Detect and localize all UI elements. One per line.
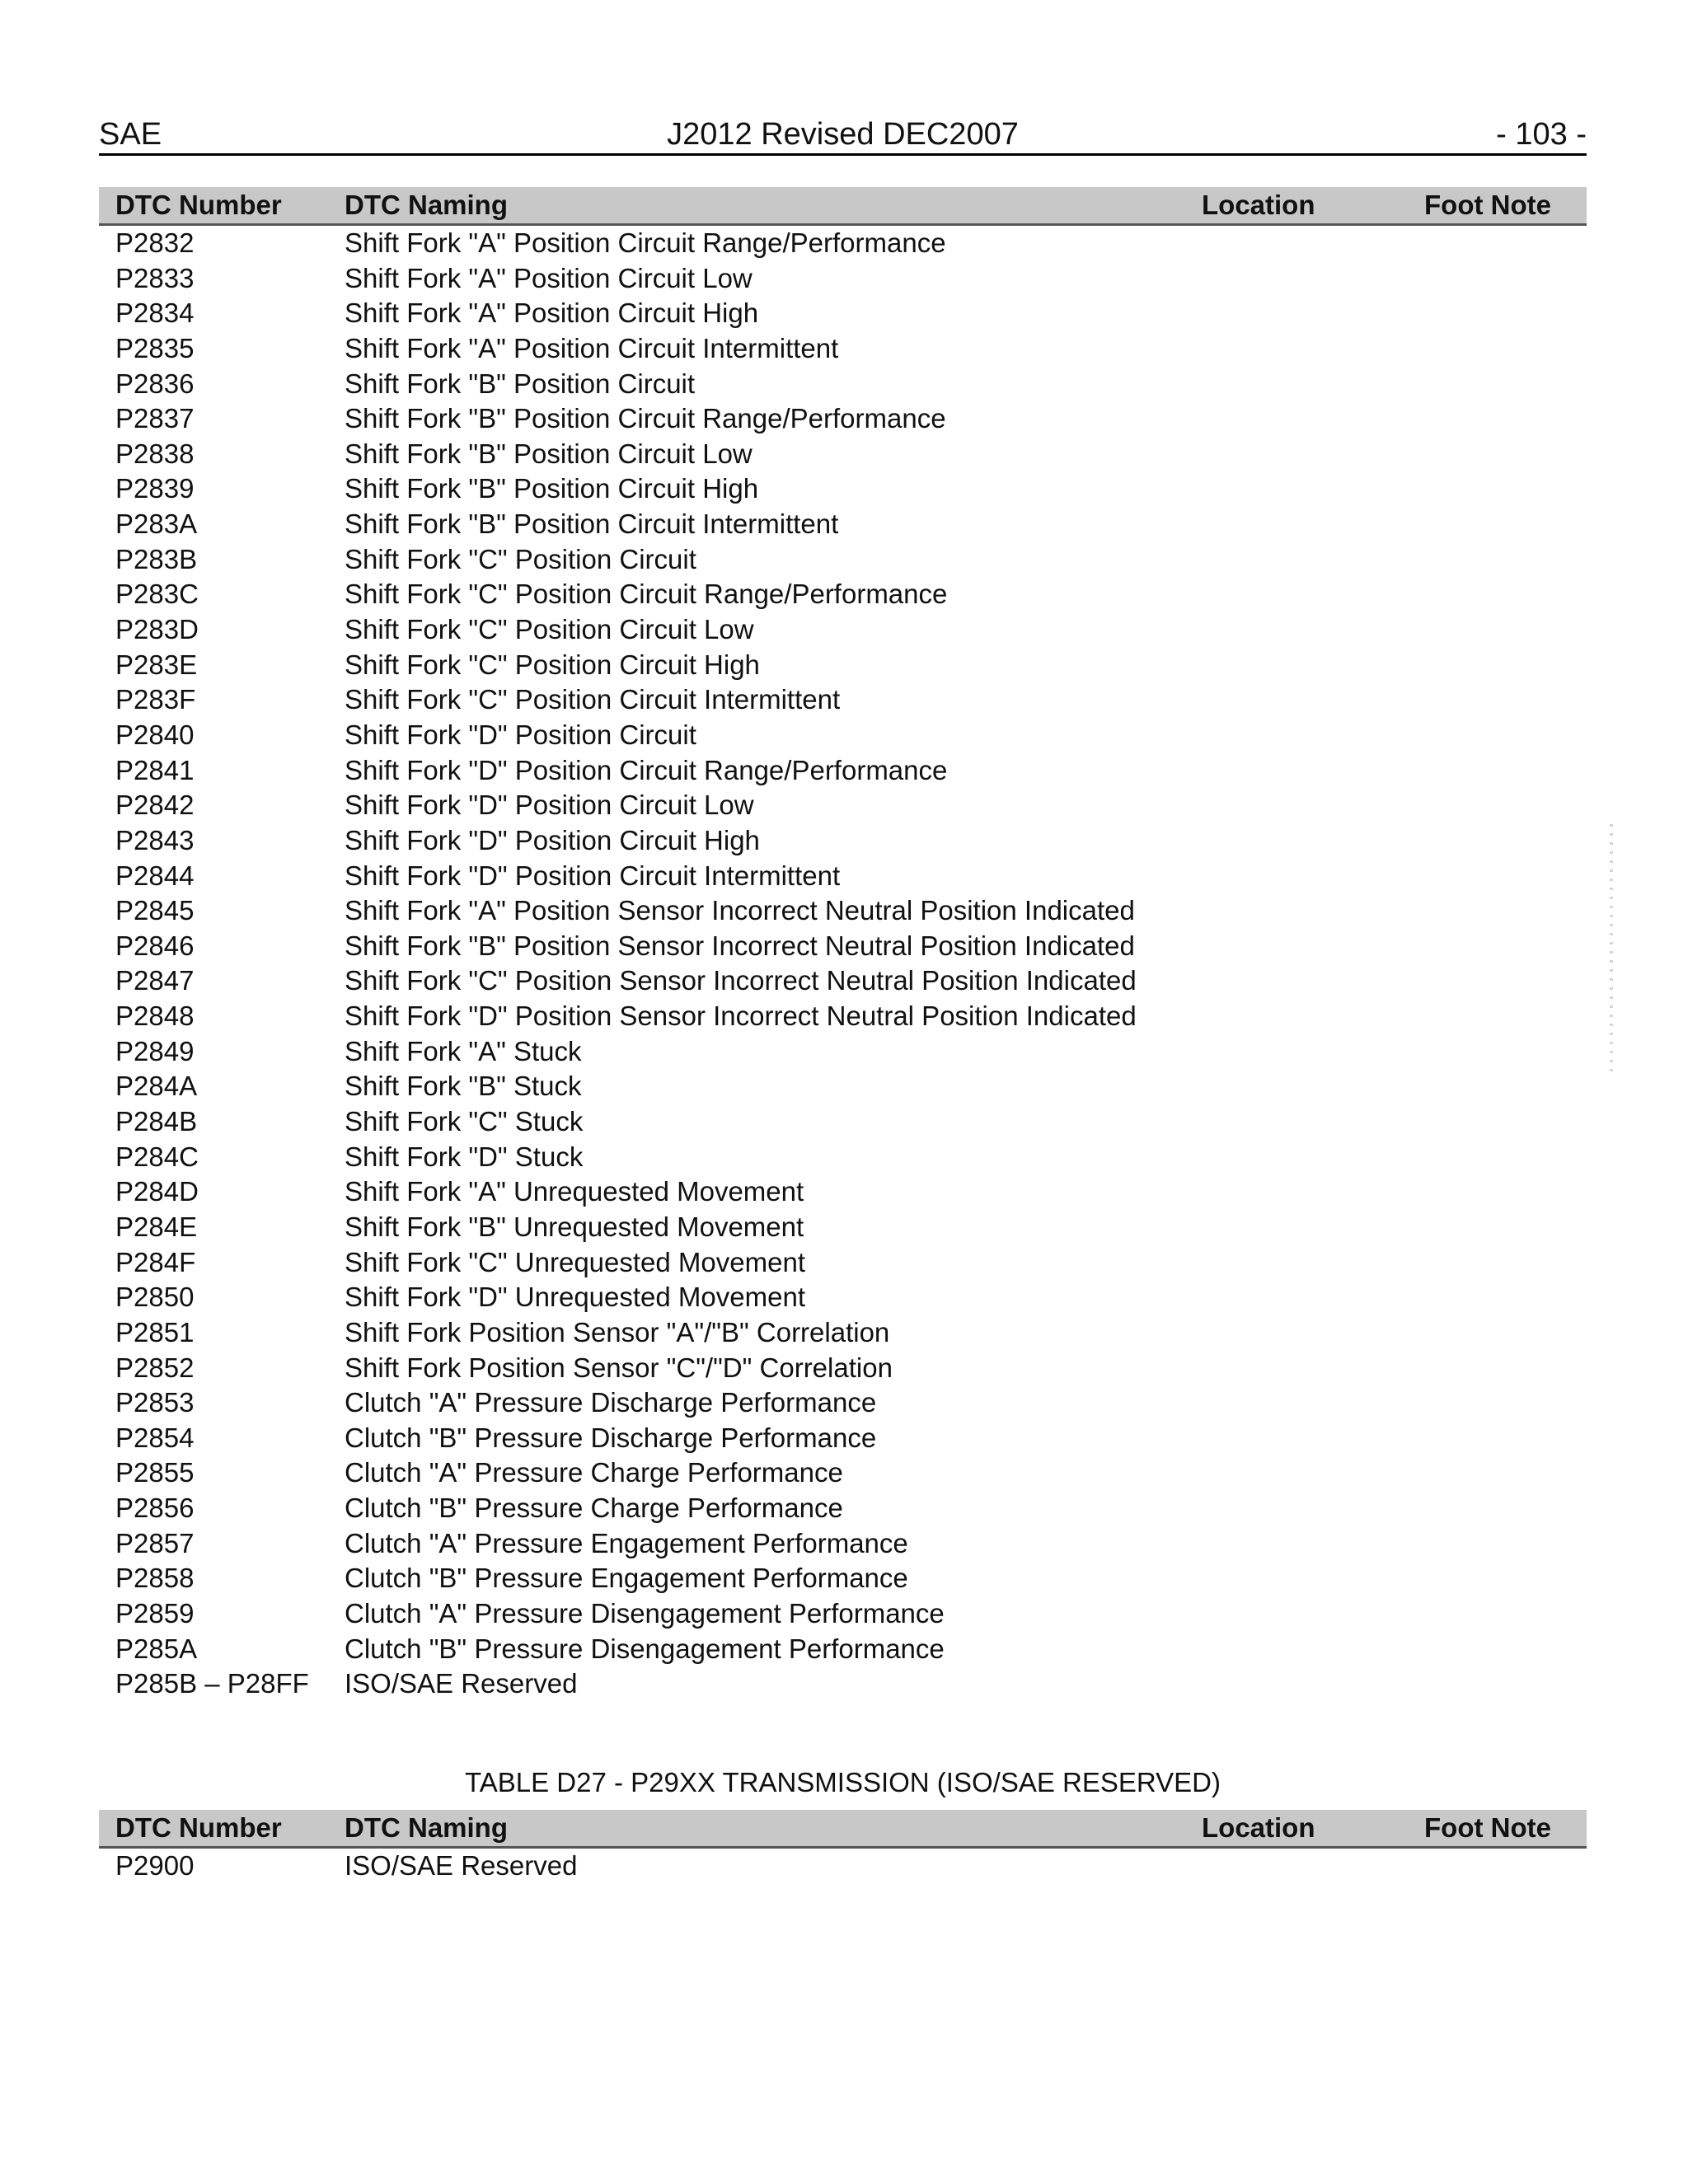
dtc-name: Shift Fork "D" Position Sensor Incorrect Neutral Position Indicated (345, 1001, 1137, 1032)
dtc-name: Shift Fork "A" Position Sensor Incorrect Neutral Position Indicated (345, 895, 1135, 926)
dtc-name: Clutch "A" Pressure Discharge Performance (345, 1387, 877, 1418)
dtc-name: Clutch "A" Pressure Disengagement Performance (345, 1597, 945, 1629)
dtc-code: P2846 (115, 930, 195, 961)
dtc-name: Shift Fork "B" Position Circuit High (345, 473, 759, 504)
table-row (99, 507, 1587, 542)
dtc-code: P283A (115, 509, 198, 540)
dtc-code: P283D (115, 614, 199, 645)
table-row (99, 1421, 1587, 1456)
dtc-code: P283B (115, 543, 198, 574)
table-row (99, 1174, 1587, 1210)
dtc-name: Shift Fork "D" Position Circuit (345, 719, 696, 750)
dtc-code: P2857 (115, 1527, 195, 1558)
table-row (99, 788, 1587, 823)
column-header-foot-note: Foot Note (1424, 190, 1551, 220)
table-row (99, 753, 1587, 789)
dtc-name: Shift Fork "C" Position Circuit Intermittent (345, 684, 841, 715)
column-header-foot-note: Foot Note (1424, 1812, 1551, 1843)
table-row (99, 1455, 1587, 1491)
dtc-code: P2837 (115, 403, 195, 434)
table-row (99, 1069, 1587, 1104)
dtc-code: P2848 (115, 1001, 195, 1032)
table-row (99, 296, 1587, 331)
table-row (99, 823, 1587, 859)
dtc-code: P2833 (115, 262, 195, 293)
dtc-code: P284B (115, 1106, 198, 1137)
table-row (99, 1561, 1587, 1596)
dtc-code: P2841 (115, 754, 195, 785)
dtc-name: Shift Fork "D" Position Circuit Low (345, 790, 754, 821)
header-org: SAE (99, 117, 162, 152)
dtc-name: Shift Fork "B" Position Circuit Intermittent (345, 509, 839, 540)
dtc-code: P284C (115, 1141, 199, 1172)
dtc-name: Shift Fork "B" Stuck (345, 1071, 582, 1102)
dtc-code: P2900 (115, 1850, 195, 1881)
table-row (99, 1666, 1587, 1702)
dtc-name: Shift Fork "B" Position Circuit Low (345, 438, 753, 469)
dtc-code: P2858 (115, 1563, 195, 1594)
column-header-dtc-naming: DTC Naming (345, 190, 508, 220)
dtc-name: Shift Fork "D" Position Circuit High (345, 824, 760, 855)
table-row (99, 1385, 1587, 1421)
dtc-name: Shift Fork "A" Unrequested Movement (345, 1176, 804, 1207)
dtc-name: Clutch "A" Pressure Charge Performance (345, 1457, 843, 1488)
dtc-code: P2834 (115, 298, 195, 329)
dtc-name: Shift Fork "B" Position Sensor Incorrect Neutral Position Indicated (345, 930, 1135, 961)
dtc-code: P2844 (115, 860, 195, 891)
table-row (99, 1351, 1587, 1386)
dtc-code: P284E (115, 1211, 198, 1242)
table-row (99, 437, 1587, 472)
table-row (99, 261, 1587, 297)
dtc-code: P2836 (115, 368, 195, 399)
dtc-code: P2835 (115, 332, 195, 363)
dtc-code: P284F (115, 1246, 196, 1277)
table-row (99, 1526, 1587, 1562)
dtc-code: P2832 (115, 227, 195, 258)
dtc-code: P2854 (115, 1422, 195, 1453)
dtc-name: Shift Fork "B" Unrequested Movement (345, 1211, 804, 1242)
table-row (99, 893, 1587, 929)
table-row (99, 1104, 1587, 1140)
table-caption: TABLE D27 - P29XX TRANSMISSION (ISO/SAE RESERVED) (465, 1767, 1221, 1797)
dtc-code: P2850 (115, 1282, 195, 1313)
dtc-name: Shift Fork "D" Position Circuit Intermittent (345, 860, 841, 891)
dtc-code: P2839 (115, 473, 195, 504)
dtc-name: Shift Fork "A" Position Circuit Range/Performance (345, 227, 946, 258)
dtc-name: Shift Fork "C" Position Sensor Incorrect Neutral Position Indicated (345, 965, 1137, 996)
table-row (99, 226, 1587, 261)
dtc-code: P285B – P28FF (115, 1668, 309, 1699)
dtc-name: Shift Fork "B" Position Circuit Range/Performance (345, 403, 946, 434)
table-row (99, 1210, 1587, 1245)
table-header (99, 1810, 1587, 1849)
dtc-code: P2842 (115, 790, 195, 821)
dtc-name: Shift Fork "C" Position Circuit Low (345, 614, 754, 645)
dtc-table-p28xx (99, 187, 1587, 1702)
table-row (99, 1245, 1587, 1281)
dtc-name: Shift Fork Position Sensor "C"/"D" Correlation (345, 1352, 893, 1383)
table-row (99, 1491, 1587, 1526)
dtc-code: P2849 (115, 1035, 195, 1066)
table-row (99, 859, 1587, 894)
dtc-name: Shift Fork "C" Position Circuit High (345, 649, 760, 680)
column-header-location: Location (1202, 1812, 1315, 1843)
table-row (99, 929, 1587, 964)
dtc-name: Shift Fork "A" Stuck (345, 1035, 582, 1066)
dtc-name: Shift Fork "D" Stuck (345, 1141, 584, 1172)
dtc-code: P284D (115, 1176, 199, 1207)
dtc-table-p29xx (99, 1810, 1587, 1884)
dtc-name: Shift Fork "C" Unrequested Movement (345, 1246, 805, 1277)
dtc-code: P2852 (115, 1352, 195, 1383)
dtc-code: P2853 (115, 1387, 195, 1418)
dtc-code: P2838 (115, 438, 195, 469)
header-page-number: - 103 - (1496, 117, 1587, 152)
table-row (99, 1034, 1587, 1070)
table-row (99, 367, 1587, 402)
table-row (99, 718, 1587, 753)
dtc-name: Shift Fork "A" Position Circuit Low (345, 262, 753, 293)
dtc-name: Shift Fork "D" Position Circuit Range/Performance (345, 754, 948, 785)
dtc-name: Shift Fork "C" Position Circuit (345, 543, 696, 574)
table-row (99, 331, 1587, 367)
page-header (99, 115, 1587, 156)
table-row (99, 577, 1587, 612)
column-header-dtc-number: DTC Number (115, 190, 282, 220)
table-body (99, 226, 1587, 1702)
dtc-name: Clutch "A" Pressure Engagement Performance (345, 1527, 908, 1558)
table-row (99, 1849, 1587, 1884)
header-document-id: J2012 Revised DEC2007 (667, 117, 1019, 152)
dtc-code: P284A (115, 1071, 198, 1102)
table-row (99, 612, 1587, 648)
dtc-code: P283E (115, 649, 198, 680)
dtc-name: Clutch "B" Pressure Disengagement Performance (345, 1633, 945, 1664)
dtc-name: Shift Fork Position Sensor "A"/"B" Correlation (345, 1316, 890, 1347)
table-header (99, 187, 1587, 226)
dtc-code: P2851 (115, 1316, 195, 1347)
dtc-name: Clutch "B" Pressure Discharge Performance (345, 1422, 877, 1453)
table-body (99, 1849, 1587, 1884)
table-row (99, 1140, 1587, 1175)
table-row (99, 963, 1587, 999)
dtc-code: P2843 (115, 824, 195, 855)
dtc-name: Shift Fork "D" Unrequested Movement (345, 1282, 805, 1313)
dtc-name: ISO/SAE Reserved (345, 1668, 578, 1699)
dtc-code: P2855 (115, 1457, 195, 1488)
column-header-dtc-naming: DTC Naming (345, 1812, 508, 1843)
dtc-name: Clutch "B" Pressure Engagement Performance (345, 1563, 908, 1594)
table-row (99, 1315, 1587, 1351)
table-row (99, 542, 1587, 578)
table-row (99, 999, 1587, 1034)
dtc-code: P283F (115, 684, 196, 715)
table-row (99, 682, 1587, 718)
dtc-name: Shift Fork "B" Position Circuit (345, 368, 696, 399)
table-row (99, 1632, 1587, 1667)
dtc-name: Clutch "B" Pressure Charge Performance (345, 1493, 843, 1524)
dtc-name: Shift Fork "A" Position Circuit Intermittent (345, 332, 839, 363)
dtc-name: Shift Fork "C" Stuck (345, 1106, 584, 1137)
dtc-code: P2845 (115, 895, 195, 926)
column-header-dtc-number: DTC Number (115, 1812, 282, 1843)
table-row (99, 401, 1587, 437)
dtc-code: P2847 (115, 965, 195, 996)
table-row (99, 471, 1587, 507)
dtc-code: P2859 (115, 1597, 195, 1629)
dtc-code: P285A (115, 1633, 198, 1664)
column-header-location: Location (1202, 190, 1315, 220)
table-row (99, 1596, 1587, 1632)
dtc-name: Shift Fork "C" Position Circuit Range/Performance (345, 579, 948, 610)
dtc-code: P2840 (115, 719, 195, 750)
scan-artifact (1610, 824, 1613, 1071)
dtc-code: P283C (115, 579, 199, 610)
dtc-name: ISO/SAE Reserved (345, 1850, 578, 1881)
dtc-code: P2856 (115, 1493, 195, 1524)
table-row (99, 1280, 1587, 1315)
dtc-name: Shift Fork "A" Position Circuit High (345, 298, 759, 329)
table-row (99, 648, 1587, 683)
